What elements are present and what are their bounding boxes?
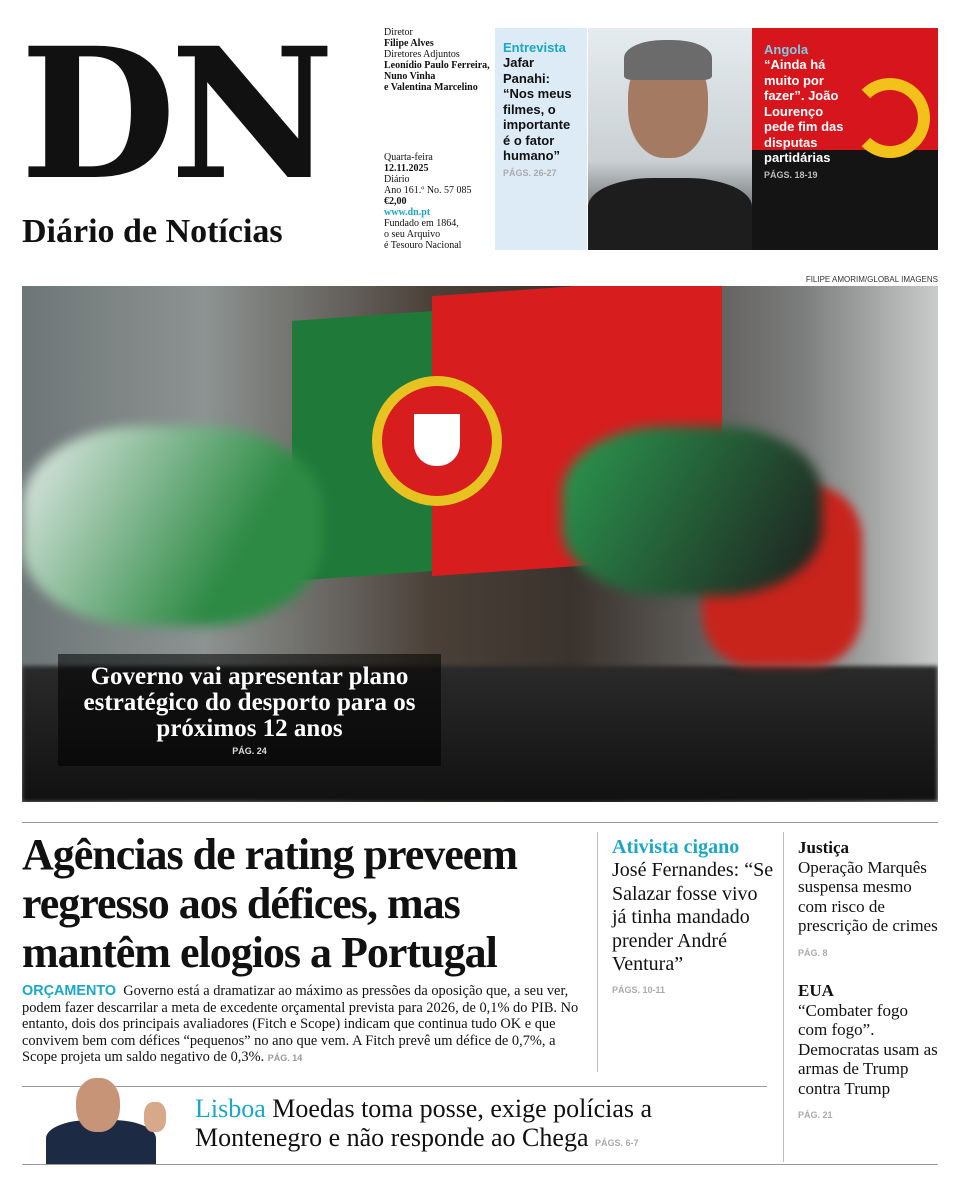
logo-name: Diário de Notícias	[22, 213, 283, 250]
founded: Fundado em 1864,	[384, 218, 459, 229]
page-ref: PÁGS. 18-19	[764, 169, 818, 180]
price: €2,00	[384, 196, 407, 207]
kicker: Entrevista	[503, 40, 566, 55]
kicker: Angola	[764, 42, 809, 57]
page-ref: PÁG. 24	[232, 746, 267, 756]
teaser-angola[interactable]	[752, 28, 938, 250]
divider	[597, 832, 598, 1072]
founded: é Tesouro Nacional	[384, 240, 462, 251]
director-name: Filipe Alves	[384, 38, 434, 49]
weekday: Quarta-feira	[384, 152, 433, 163]
teaser-ativista[interactable]	[612, 835, 774, 995]
website-link[interactable]: www.dn.pt	[384, 207, 431, 218]
moedas-photo	[36, 1076, 166, 1164]
teaser-title: José Fernandes: “Se Salazar fosse vivo já tinha mandado prender André Ventura”	[612, 859, 774, 975]
divider	[22, 1164, 938, 1165]
page-ref: PÁGS. 6-7	[594, 1138, 639, 1148]
page-ref: PÁGS. 10-11	[612, 984, 666, 995]
caption-title: Governo vai apresentar plano estratégico do desporto para os próximos 12 anos	[83, 663, 416, 742]
angola-emblem-icon	[850, 78, 930, 158]
kicker: Justiça	[798, 838, 849, 857]
page-ref: PÁG. 8	[798, 947, 828, 958]
panahi-photo	[588, 28, 752, 250]
kicker: Ativista cigano	[612, 836, 740, 858]
lead-story	[22, 830, 592, 1082]
issue: Ano 161.º No. 57 085	[384, 185, 472, 196]
side-column	[798, 838, 938, 1144]
body-text: Governo está a dramatizar ao máximo as pressões da oposição que, a seu ver, podem fazer descarrilar a meta de excedente orçamental prevista para 2026, de 0,1% do PIB. No entanto, dois dos principais avaliadores (Fitch e Scope) indicam que continua tudo OK e que convivem bem com défices “pequenos” no ano que vem. A Fitch prevê um défice de 0,7%, a Scope projeta um saldo negativo de 0,3%.	[22, 983, 579, 1065]
name: Nuno Vinha	[384, 71, 436, 82]
teaser-lisboa[interactable]	[195, 1094, 775, 1158]
teaser-title: Operação Marquês suspensa mesmo com risco de prescrição de crimes	[798, 857, 938, 935]
photo-caption[interactable]	[58, 654, 441, 766]
teaser-title: “Ainda há muito por fazer”. João Lourenço pede fim das disputas partidárias	[764, 57, 844, 165]
label: Diretor	[384, 27, 413, 38]
flag-shield-icon	[372, 376, 502, 506]
masthead-staff	[384, 27, 490, 93]
teaser-justica[interactable]	[798, 838, 938, 963]
logo: DN	[20, 20, 329, 210]
lead-headline[interactable]: Agências de rating preveem regresso aos défices, mas mantêm elogios a Portugal	[22, 830, 517, 977]
kicker: ORÇAMENTO	[22, 983, 117, 999]
teaser-entrevista[interactable]	[495, 28, 587, 250]
divider	[22, 822, 938, 823]
teaser-eua[interactable]	[798, 981, 938, 1126]
name: Leonídio Paulo Ferreira,	[384, 60, 490, 71]
lead-body	[22, 983, 592, 1067]
divider	[783, 832, 784, 1162]
page-ref: PÁG. 14	[267, 1053, 303, 1063]
page-ref: PÁGS. 26-27	[503, 167, 557, 178]
teaser-title: Moedas toma posse, exige polícias a Montenegro e não responde ao Chega	[195, 1094, 653, 1152]
kicker: EUA	[798, 981, 834, 1000]
name: e Valentina Marcelino	[384, 82, 478, 93]
teaser-title: Jafar Panahi: “Nos meus filmes, o importante é o fator humano”	[503, 55, 572, 163]
periodicity: Diário	[384, 174, 410, 185]
photo-credit: FILIPE AMORIM/GLOBAL IMAGENS	[805, 275, 938, 284]
teaser-title: “Combater fogo com fogo”. Democratas usam as armas de Trump contra Trump	[798, 1000, 938, 1098]
kicker: Lisboa	[195, 1094, 266, 1123]
label: Diretores Adjuntos	[384, 49, 460, 60]
page-ref: PÁG. 21	[798, 1110, 833, 1120]
masthead-issue	[384, 152, 490, 251]
founded: o seu Arquivo	[384, 229, 441, 240]
date: 12.11.2025	[384, 163, 429, 174]
